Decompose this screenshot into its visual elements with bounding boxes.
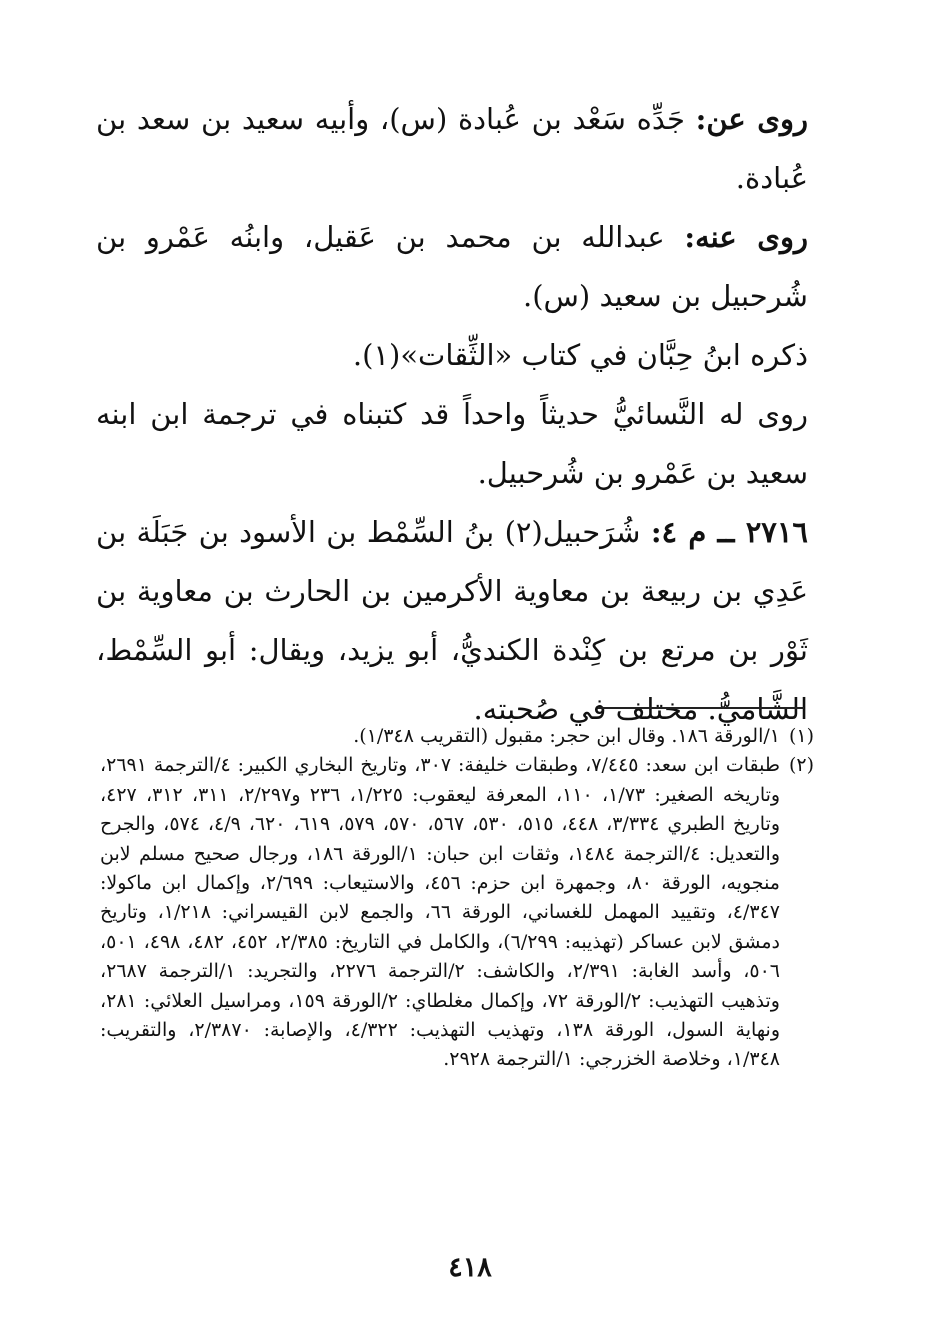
paragraph-ibn-hibban: ذكره ابنُ حِبَّان في كتاب «الثِّقات»(١). [352,338,808,372]
text-narrated-from: جَدِّه سَعْد بن عُبادة (س)، وأبيه سعيد بن سعد بن عُبادة. [96,102,808,195]
paragraph-narrated-by [96,208,808,326]
entry-text: شُرَحبيل(٢) بنُ السِّمْط بن الأسود بن جَبَلَة بن عَدِي بن ربيعة بن معاوية الأكرمين بن الحارث بن معاوية بن ثَوْر بن مرتع بن كِنْدة الكنديُّ، أبو يزيد، ويقال: أبو السِّمْط، الشَّاميُّ. مختلف في صُحبته. [96,515,808,726]
footnote-number: (١) [788,725,814,747]
paragraph-narrated-from [96,90,808,208]
label-narrated-from: روى عن: [695,102,809,136]
footnote-text: ١/الورقة ١٨٦. وقال ابن حجر: مقبول (التقريب ١/٣٤٨). [353,725,780,747]
main-text [96,90,808,739]
footnote-2 [100,751,814,1074]
footnote-1 [100,722,814,751]
label-narrated-by: روى عنه: [684,220,808,254]
entry-number: ٢٧١٦ ــ م ٤: [650,515,808,549]
entry-2716 [96,503,808,739]
footnote-number: (٢) [788,754,814,777]
page-number: ٤١٨ [448,1252,492,1283]
footnote-divider [598,707,804,709]
footnote-text: طبقات ابن سعد: ٧/٤٤٥، وطبقات خليفة: ٣٠٧، وتاريخ البخاري الكبير: ٤/الترجمة ٢٦٩١، وتاريخه الصغير: ١/٧٣، ١١٠، المعرفة ليعقوب: ١/٢٢٥، ٢٣٦ و٢/٢٩٧، ٣١١، ٣١٢، ٤٢٧، وتاريخ الطبري ٣/٣٣٤، ٤٤٨، ٥١٥، ٥٣٠، ٥٦٧، ٥٧٠، ٥٧٩، ٦١٩، ٦٢٠، ٤/٩، ٥٧٤، والجرح والتعديل: ٤/الترجمة ١٤٨٤، وثقات ابن حبان: ١/الورقة ١٨٦، ورجال صحيح مسلم لابن منجويه، الورقة ٨٠، وجمهرة ابن حزم: ٤٥٦، والاستيعاب: ٢/٦٩٩، وإكمال ابن ماكولا: ٤/٣٤٧، وتقييد المهمل للغساني، الورقة ٦٦، والجمع لابن القيسراني: ١/٢١٨، وتاريخ دمشق لابن عساكر (تهذيبه: ٦/٢٩٩)، والكامل في التاريخ: ٢/٣٨٥، ٤٥٢، ٤٨٢، ٤٩٨، ٥٠١، ٥٠٦، وأسد الغابة: ٢/٣٩١، والكاشف: ٢/الترجمة ٢٢٧٦، والتجريد: ١/الترجمة ٢٦٨٧، وتذهيب التهذيب: ٢/الورقة ٧٢، وإكمال مغلطاي: ٢/الورقة ١٥٩، ومراسيل العلائي: ٢٨١، ونهاية السول، الورقة ١٣٨، وتهذيب التهذيب: ٤/٣٢٢، والإصابة: ٢/٣٨٧٠، والتقريب: ١/٣٤٨، وخلاصة الخزرجي: ١/الترجمة ٢٩٢٨. [100,754,781,1071]
text-narrated-by: عبدالله بن محمد بن عَقيل، وابنُه عَمْرو بن شُرحبيل بن سعيد (س). [96,220,808,313]
footnotes [100,722,814,1075]
paragraph-nasai: روى له النَّسائيُّ حديثاً واحداً قد كتبناه في ترجمة ابن ابنه سعيد بن عَمْرو بن شُرحبيل. [96,397,809,490]
